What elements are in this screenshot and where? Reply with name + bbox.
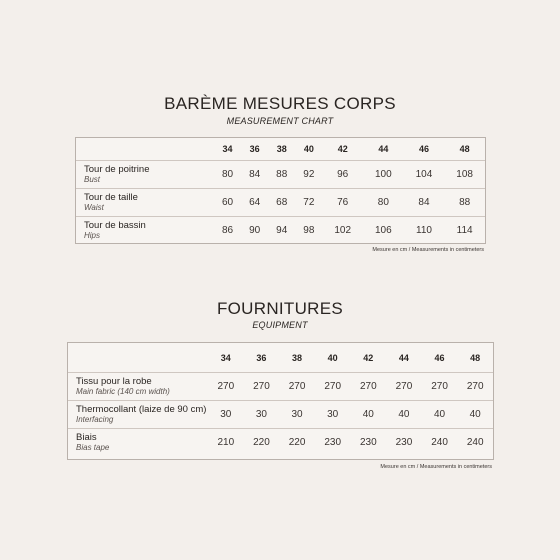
value-cell: 106 (363, 217, 404, 245)
value-cell: 88 (444, 189, 485, 217)
value-cell: 104 (404, 161, 445, 189)
value-cell: 230 (351, 429, 387, 457)
row-label-en: Waist (84, 202, 104, 212)
row-label-en: Hips (84, 230, 101, 240)
size-header: 40 (327, 352, 338, 363)
value-cell: 220 (244, 429, 280, 457)
size-header: 34 (220, 352, 231, 363)
value-cell: 110 (404, 217, 445, 245)
row-label (76, 189, 214, 217)
row-label-en: Interfacing (76, 414, 114, 424)
value-cell: 270 (279, 373, 315, 401)
value-cell: 270 (315, 373, 351, 401)
table-row (76, 217, 485, 245)
size-header: 46 (434, 352, 445, 363)
size-header: 36 (256, 352, 267, 363)
value-cell: 30 (208, 401, 244, 429)
row-label (68, 429, 208, 457)
table-row (76, 161, 485, 189)
body-chart-subtitle: MEASUREMENT CHART (226, 116, 334, 126)
value-cell: 40 (351, 401, 387, 429)
row-label (68, 373, 208, 401)
size-header: 46 (418, 144, 429, 154)
value-cell: 108 (444, 161, 485, 189)
table-row (68, 429, 493, 457)
value-cell: 96 (322, 161, 363, 189)
supplies-title: FOURNITURES (216, 299, 344, 318)
value-cell: 68 (268, 189, 295, 217)
value-cell: 40 (457, 401, 493, 429)
value-cell: 90 (241, 217, 268, 245)
value-cell: 80 (363, 189, 404, 217)
table-row (68, 373, 493, 401)
value-cell: 94 (268, 217, 295, 245)
row-label-en: Main fabric (140 cm width) (76, 386, 170, 396)
size-header: 38 (292, 352, 303, 363)
row-label-fr: Tour de taille (84, 191, 138, 203)
value-cell: 270 (208, 373, 244, 401)
size-header: 44 (378, 144, 389, 154)
size-header: 40 (303, 144, 314, 154)
body-measurement-table (75, 137, 486, 244)
value-cell: 64 (241, 189, 268, 217)
size-header: 42 (337, 144, 348, 154)
row-label (76, 217, 214, 245)
value-cell: 240 (422, 429, 458, 457)
value-cell: 230 (315, 429, 351, 457)
table-row (68, 401, 493, 429)
header-empty-cell (76, 138, 214, 161)
row-label (76, 161, 214, 189)
value-cell: 60 (214, 189, 241, 217)
value-cell: 114 (444, 217, 485, 245)
row-label (68, 401, 208, 429)
header-empty-cell (68, 343, 208, 373)
size-header: 36 (249, 144, 260, 154)
size-header: 44 (398, 352, 409, 363)
value-cell: 84 (241, 161, 268, 189)
value-cell: 230 (386, 429, 422, 457)
value-cell: 102 (322, 217, 363, 245)
value-cell: 100 (363, 161, 404, 189)
value-cell: 88 (268, 161, 295, 189)
value-cell: 40 (422, 401, 458, 429)
value-cell: 270 (422, 373, 458, 401)
value-cell: 84 (404, 189, 445, 217)
value-cell: 270 (386, 373, 422, 401)
row-label-fr: Tissu pour la robe (76, 375, 152, 387)
value-cell: 98 (295, 217, 322, 245)
supplies-unit-note: Mesure en cm / Measurements in centimeters (380, 464, 492, 470)
body-chart-title: BARÈME MESURES CORPS (164, 94, 396, 113)
value-cell: 30 (279, 401, 315, 429)
supplies-table (67, 342, 494, 460)
value-cell: 30 (244, 401, 280, 429)
size-header: 48 (459, 144, 470, 154)
size-header: 42 (363, 352, 374, 363)
row-label-fr: Biais (76, 431, 97, 443)
value-cell: 270 (244, 373, 280, 401)
body-chart-unit-note: Mesure en cm / Measurements in centimeters (372, 247, 484, 253)
value-cell: 240 (457, 429, 493, 457)
value-cell: 80 (214, 161, 241, 189)
supplies-subtitle: EQUIPMENT (252, 320, 308, 330)
row-label-en: Bust (84, 174, 101, 184)
value-cell: 86 (214, 217, 241, 245)
row-label-fr: Tour de bassin (84, 219, 146, 231)
size-header: 38 (276, 144, 287, 154)
value-cell: 270 (351, 373, 387, 401)
size-header-row (76, 138, 485, 161)
value-cell: 40 (386, 401, 422, 429)
size-header: 34 (222, 144, 233, 154)
value-cell: 92 (295, 161, 322, 189)
value-cell: 30 (315, 401, 351, 429)
value-cell: 76 (322, 189, 363, 217)
row-label-en: Bias tape (76, 442, 110, 452)
row-label-fr: Thermocollant (laize de 90 cm) (76, 403, 207, 415)
value-cell: 220 (279, 429, 315, 457)
table-row (76, 189, 485, 217)
size-header: 48 (470, 352, 481, 363)
size-header-row (68, 343, 493, 373)
value-cell: 210 (208, 429, 244, 457)
value-cell: 72 (295, 189, 322, 217)
row-label-fr: Tour de poitrine (84, 163, 150, 175)
value-cell: 270 (457, 373, 493, 401)
